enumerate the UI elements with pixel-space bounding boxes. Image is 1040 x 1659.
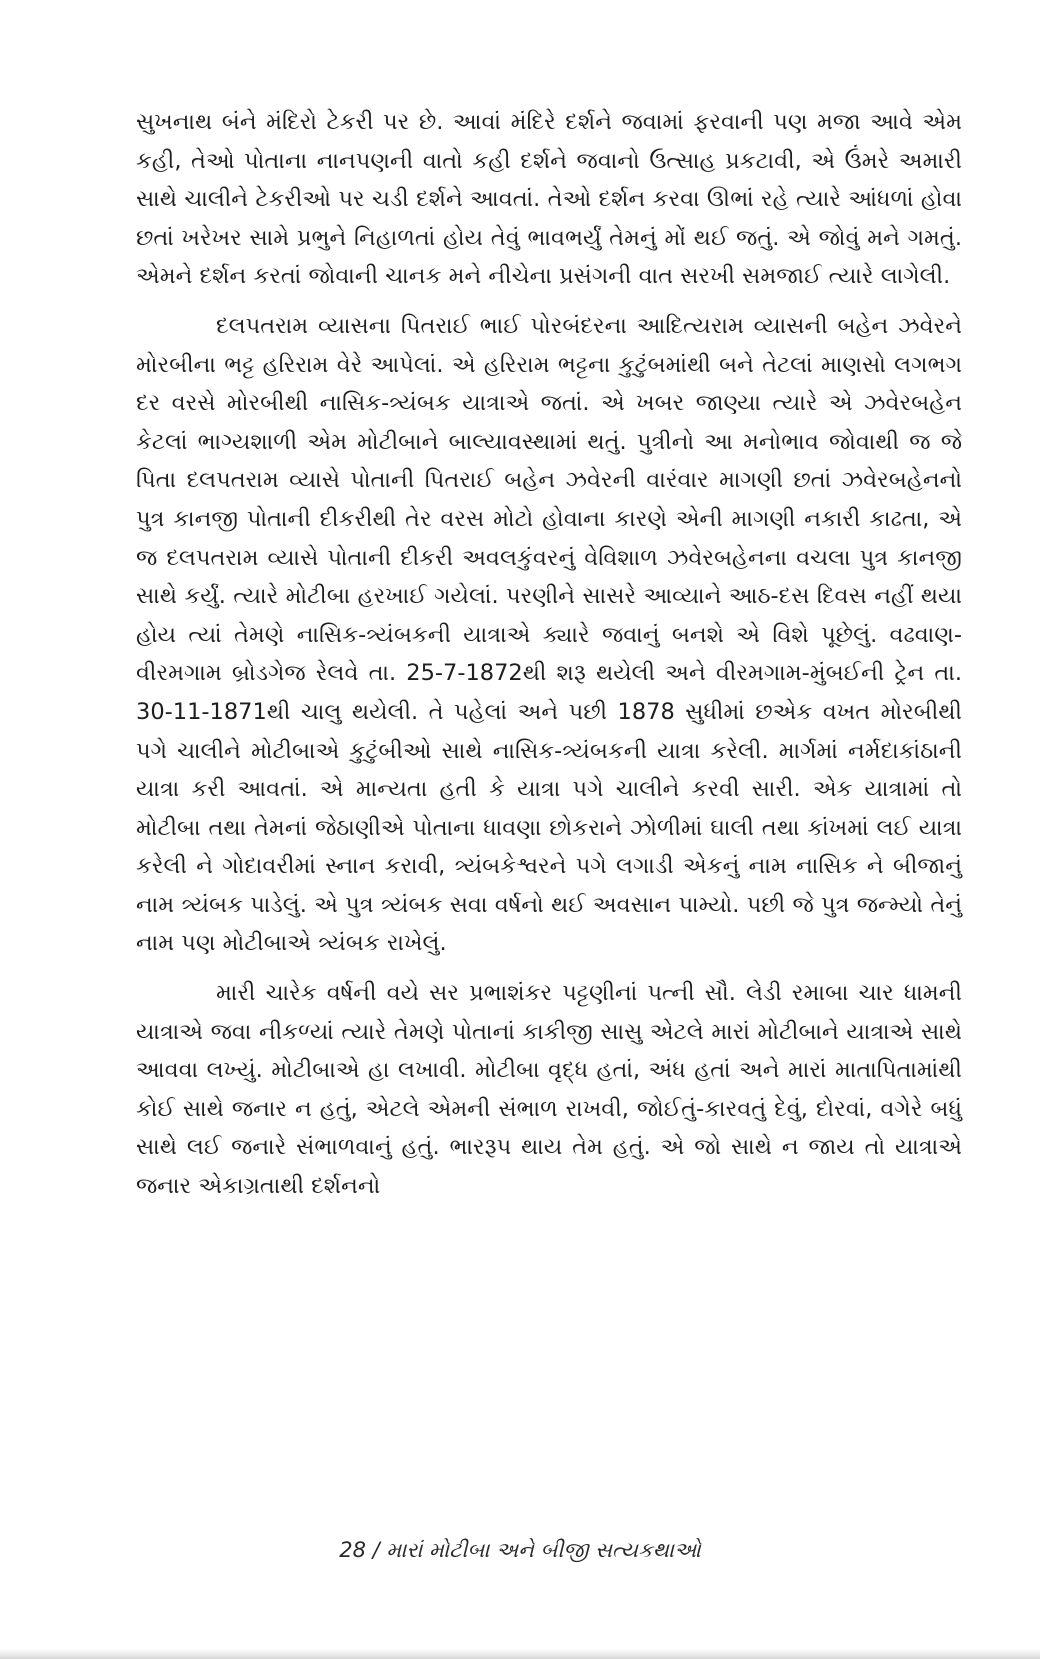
page-footer: 28 / મારાં મોટીબા અને બીજી સત્યકથાઓ [339, 1538, 701, 1562]
body-text [136, 103, 962, 1217]
paragraph-3: મારી ચારેક વર્ષની વયે સર પ્રભાશંકર પટ્ટણીનાં પત્ની સૌ. લેડી રમાબા ચાર ધામની યાત્રાએ જવા નીકળ્યાં ત્યારે તેમણે પોતાનાં કાકીજી સાસુ એટલે મારાં મોટીબાને યાત્રાએ સાથે આવવા લખ્યું. મોટીબાએ હા લખાવી. મોટીબા વૃદ્ધ હતાં, અંધ હતાં અને મારાં માતાપિતામાંથી કોઈ સાથે જનાર ન હતું, એટલે એમની સંભાળ રાખવી, જોઈતું-કારવતું દેવું, દોરવાં, વગેરે બધું સાથે લઈ જનારે સંભાળવાનું હતું. ભારરૂપ થાય તેમ હતું. એ જો સાથે ન જાય તો યાત્રાએ જનાર એકાગ્રતાથી દર્શનનો [136, 980, 962, 1200]
paragraph-2: દલપતરામ વ્યાસના પિતરાઈ ભાઈ પોરબંદરના આદિત્યરામ વ્યાસની બહેન ઝવેરને મોરબીના ભટ્ટ હરિરામ વેરે આપેલાં. એ હરિરામ ભટ્ટના કુટુંબમાંથી બને તેટલાં માણસો લગભગ દર વરસે મોરબીથી નાસિક-ત્ર્યંબક યાત્રાએ જતાં. એ ખબર જાણ્યા ત્યારે એ ઝવેરબહેન કેટલાં ભાગ્યશાળી એમ મોટીબાને બાલ્યાવસ્થામાં થતું. પુત્રીનો આ મનોભાવ જોવાથી જ જે પિતા દલપતરામ વ્યાસે પોતાની પિતરાઈ બહેન ઝવેરની વારંવાર માગણી છતાં ઝવેરબહેનનો પુત્ર કાનજી પોતાની દીકરીથી તેર વરસ મોટો હોવાના કારણે એની માગણી નકારી કાઢતા, એ જ દલપતરામ વ્યાસે પોતાની દીકરી અવલકુંવરનું વેવિશાળ ઝવેરબહેનના વચલા પુત્ર કાનજી સાથે કર્યું. ત્યારે મોટીબા હરખાઈ ગયેલાં. પરણીને સાસરે આવ્યાને આઠ-દસ દિવસ નહીં થયા હોય ત્યાં તેમણે નાસિક-ત્ર્યંબકની યાત્રાએ ક્યારે જવાનું બનશે એ વિશે પૂછેલું. વઢવાણ-વીરમગામ બ્રોડગેજ રેલવે તા. 25-7-1872થી શરૂ થયેલી અને વીરમગામ-મુંબઈની ટ્રેન તા. 30-11-1871થી ચાલુ થયેલી. તે પહેલાં અને પછી 1878 સુધીમાં છએક વખત મોરબીથી પગે ચાલીને મોટીબાએ કુટુંબીઓ સાથે નાસિક-ત્ર્યંબકની યાત્રા કરેલી. માર્ગમાં નર્મદાકાંઠાની યાત્રા કરી આવતાં. એ માન્યતા હતી કે યાત્રા પગે ચાલીને કરવી સારી. એક યાત્રામાં તો મોટીબા તથા તેમનાં જેઠાણીએ પોતાના ધાવણા છોકરાને ઝોળીમાં ઘાલી તથા કાંખમાં લઈ યાત્રા કરેલી ને ગોદાવરીમાં સ્નાન કરાવી, ત્ર્યંબકેશ્વરને પગે લગાડી એકનું નામ નાસિક ને બીજાનું નામ ત્ર્યંબક પાડેલું. એ પુત્ર ત્ર્યંબક સવા વર્ષનો થઈ અવસાન પામ્યો. પછી જે પુત્ર જન્મ્યો તેનું નામ પણ મોટીબાએ ત્ર્યંબક રાખેલું. [136, 312, 962, 957]
paragraph-1: સુખનાથ બંને મંદિરો ટેકરી પર છે. આવાં મંદિરે દર્શને જવામાં ફરવાની પણ મજા આવે એમ કહી, તેઓ પોતાના નાનપણની વાતો કહી દર્શને જવાનો ઉત્સાહ પ્રકટાવી, એ ઉંમરે અમારી સાથે ચાલીને ટેકરીઓ પર ચડી દર્શને આવતાં. તેઓ દર્શન કરવા ઊભાં રહે ત્યારે આંધળાં હોવા છતાં ખરેખર સામે પ્રભુને નિહાળતાં હોય તેવું ભાવભર્યું તેમનું મોં થઈ જતું. એ જોવું મને ગમતું. એમને દર્શન કરતાં જોવાની ચાનક મને નીચેના પ્રસંગની વાત સરખી સમજાઈ ત્યારે લાગેલી. [136, 109, 962, 290]
page-edge-shadow [0, 1649, 1040, 1659]
